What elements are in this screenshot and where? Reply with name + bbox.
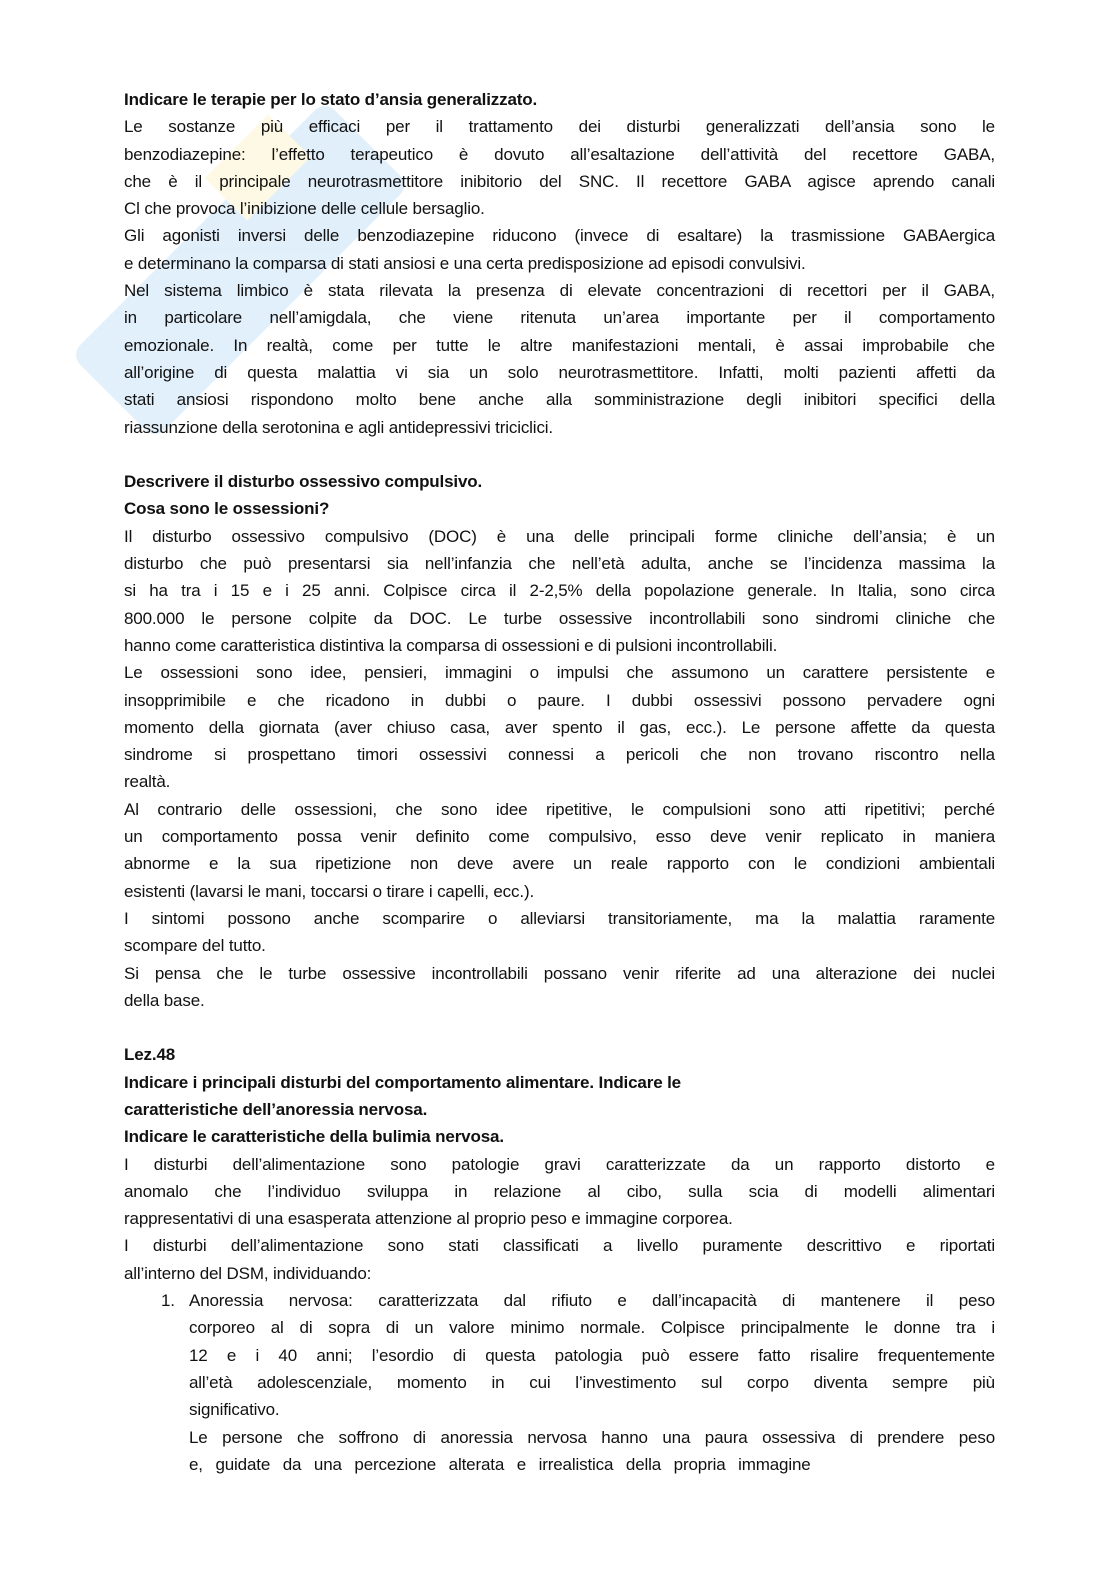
text-line bbox=[124, 141, 995, 168]
text-line bbox=[124, 987, 995, 1014]
line-text: all’interno del DSM, individuando: bbox=[124, 1263, 372, 1283]
heading-line bbox=[124, 1041, 995, 1068]
heading-line bbox=[124, 1069, 995, 1096]
line-text: rappresentativi di una esasperata attenzione al proprio peso e immagine corporea. bbox=[124, 1209, 733, 1229]
line-text: I disturbi dell’alimentazione sono stati classificati a livello puramente descrittivo e riportati bbox=[124, 1236, 995, 1256]
text-line bbox=[124, 1232, 995, 1259]
text-line bbox=[124, 332, 995, 359]
text-line bbox=[124, 823, 995, 850]
heading-line bbox=[124, 495, 995, 522]
list-number: 1. bbox=[161, 1291, 175, 1311]
text-line bbox=[124, 414, 995, 441]
text-line bbox=[124, 741, 995, 768]
text-line bbox=[124, 714, 995, 741]
text-line bbox=[124, 550, 995, 577]
line-text: I sintomi possono anche scomparire o alleviarsi transitoriamente, ma la malattia raramente bbox=[124, 908, 995, 928]
line-text: Anoressia nervosa: caratterizzata dal rifiuto e dall’incapacità di mantenere il peso bbox=[189, 1291, 995, 1311]
text-line bbox=[124, 796, 995, 823]
text-line bbox=[189, 1424, 995, 1451]
paragraph-gap bbox=[124, 1014, 995, 1041]
text-line bbox=[124, 1205, 995, 1232]
document-page bbox=[124, 86, 995, 1478]
text-line bbox=[124, 1178, 995, 1205]
line-text: scompare del tutto. bbox=[124, 936, 266, 956]
line-text: 12 e i 40 anni; l’esordio di questa patologia può essere fatto risalire frequentemente bbox=[189, 1345, 995, 1365]
text-line bbox=[124, 932, 995, 959]
line-text: stati ansiosi rispondono molto bene anche alla somministrazione degli inibitori specifici della bbox=[124, 390, 995, 410]
line-text: momento della giornata (aver chiuso casa, aver spento il gas, ecc.). Le persone affette da questa bbox=[124, 717, 995, 737]
line-text: Al contrario delle ossessioni, che sono idee ripetitive, le compulsioni sono atti ripetitivi; perché bbox=[124, 799, 995, 819]
line-text: I disturbi dell’alimentazione sono patologie gravi caratterizzate da un rapporto distorto e bbox=[124, 1154, 995, 1174]
text-line bbox=[124, 960, 995, 987]
line-text: all’origine di questa malattia vi sia un solo neurotrasmettitore. Infatti, molti pazienti affetti da bbox=[124, 362, 995, 382]
line-text: 800.000 le persone colpite da DOC. Le turbe ossessive incontrollabili sono sindromi cliniche che bbox=[124, 608, 995, 628]
text-line bbox=[124, 113, 995, 140]
line-text: che è il principale neurotrasmettitore inibitorio del SNC. Il recettore GABA agisce aprendo canali bbox=[124, 171, 995, 191]
line-text: e, guidate da una percezione alterata e irrealistica della propria immagine bbox=[189, 1454, 811, 1474]
heading-line bbox=[124, 468, 995, 495]
line-text: significativo. bbox=[189, 1400, 280, 1420]
text-line bbox=[124, 277, 995, 304]
line-text: Cl che provoca l’inibizione delle cellule bersaglio. bbox=[124, 199, 485, 219]
line-text: si ha tra i 15 e i 25 anni. Colpisce circa il 2-2,5% della popolazione generale. In Italia, sono circa bbox=[124, 581, 995, 601]
line-text: della base. bbox=[124, 990, 205, 1010]
text-line bbox=[124, 1151, 995, 1178]
text-line bbox=[124, 850, 995, 877]
line-text: Si pensa che le turbe ossessive incontrollabili possano venir riferite ad una alterazione dei nuclei bbox=[124, 963, 995, 983]
line-text: abnorme e la sua ripetizione non deve avere un reale rapporto con le condizioni ambientali bbox=[124, 854, 995, 874]
text-line bbox=[124, 768, 995, 795]
line-text: insopprimibile e che ricadono in dubbi o paure. I dubbi ossessivi possono pervadere ogni bbox=[124, 690, 995, 710]
text-line bbox=[124, 878, 995, 905]
text-line bbox=[124, 195, 995, 222]
text-line bbox=[124, 687, 995, 714]
text-line bbox=[189, 1369, 995, 1396]
line-text: un comportamento possa venir definito come compulsivo, esso deve venir replicato in maniera bbox=[124, 827, 995, 847]
text-line bbox=[161, 1287, 995, 1314]
text-line bbox=[124, 168, 995, 195]
line-text: all’età adolescenziale, momento in cui l’investimento sul corpo diventa sempre più bbox=[189, 1372, 995, 1392]
text-line bbox=[124, 659, 995, 686]
line-text: Nel sistema limbico è stata rilevata la presenza di elevate concentrazioni di recettori per il GABA, bbox=[124, 281, 995, 301]
line-text: emozionale. In realtà, come per tutte le altre manifestazioni mentali, è assai improbabile che bbox=[124, 335, 995, 355]
text-line bbox=[124, 523, 995, 550]
paragraph-gap bbox=[124, 441, 995, 468]
line-text: Le persone che soffrono di anoressia nervosa hanno una paura ossessiva di prendere peso bbox=[189, 1427, 995, 1447]
text-line bbox=[189, 1342, 995, 1369]
line-text: Indicare le terapie per lo stato d’ansia generalizzato. bbox=[124, 90, 538, 109]
text-line bbox=[124, 222, 995, 249]
line-text: benzodiazepine: l’effetto terapeutico è dovuto all’esaltazione dell’attività del recettore GABA, bbox=[124, 144, 995, 164]
line-text: e determinano la comparsa di stati ansiosi e una certa predisposizione ad episodi convulsivi. bbox=[124, 253, 806, 273]
text-line bbox=[124, 250, 995, 277]
line-text: esistenti (lavarsi le mani, toccarsi o tirare i capelli, ecc.). bbox=[124, 881, 535, 901]
line-text: Indicare i principali disturbi del comportamento alimentare. Indicare le bbox=[124, 1072, 681, 1092]
line-text: hanno come caratteristica distintiva la comparsa di ossessioni e di pulsioni incontrollabili. bbox=[124, 635, 778, 655]
line-text: Il disturbo ossessivo compulsivo (DOC) è una delle principali forme cliniche dell’ansia; è un bbox=[124, 526, 995, 546]
text-line bbox=[189, 1396, 995, 1423]
text-line bbox=[124, 1260, 995, 1287]
line-text: caratteristiche dell’anoressia nervosa. bbox=[124, 1099, 428, 1119]
text-line bbox=[124, 632, 995, 659]
text-line bbox=[124, 605, 995, 632]
line-text: Lez.48 bbox=[124, 1045, 176, 1065]
line-text: anomalo che l’individuo sviluppa in relazione al cibo, sulla scia di modelli alimentari bbox=[124, 1181, 995, 1201]
text-line bbox=[124, 386, 995, 413]
line-text: sindrome si prospettano timori ossessivi connessi a pericoli che non trovano riscontro nella bbox=[124, 745, 995, 765]
text-line bbox=[189, 1314, 995, 1341]
line-text: Cosa sono le ossessioni? bbox=[124, 499, 330, 519]
heading-line bbox=[124, 1123, 995, 1150]
line-text: Descrivere il disturbo ossessivo compulsivo. bbox=[124, 472, 483, 492]
line-text: corporeo al di sopra di un valore minimo normale. Colpisce principalmente le donne tra i bbox=[189, 1318, 995, 1338]
text-line bbox=[189, 1451, 995, 1478]
line-text: riassunzione della serotonina e agli antidepressivi triciclici. bbox=[124, 417, 553, 437]
line-text: Gli agonisti inversi delle benzodiazepine riducono (invece di esaltare) la trasmissione GABAergica bbox=[124, 226, 995, 246]
line-text: in particolare nell’amigdala, che viene ritenuta un’area importante per il comportamento bbox=[124, 308, 995, 328]
line-text: Indicare le caratteristiche della bulimia nervosa. bbox=[124, 1127, 504, 1147]
text-line bbox=[124, 304, 995, 331]
line-text: disturbo che può presentarsi sia nell’infanzia che nell’età adulta, anche se l’incidenza massima la bbox=[124, 554, 995, 574]
text-line bbox=[124, 359, 995, 386]
line-text: Le ossessioni sono idee, pensieri, immagini o impulsi che assumono un carattere persistente e bbox=[124, 663, 995, 683]
text-line bbox=[124, 577, 995, 604]
text-line bbox=[124, 905, 995, 932]
heading-line bbox=[124, 86, 995, 113]
line-text: Le sostanze più efficaci per il trattamento dei disturbi generalizzati dell’ansia sono le bbox=[124, 117, 995, 137]
line-text: realtà. bbox=[124, 772, 171, 792]
heading-line bbox=[124, 1096, 995, 1123]
